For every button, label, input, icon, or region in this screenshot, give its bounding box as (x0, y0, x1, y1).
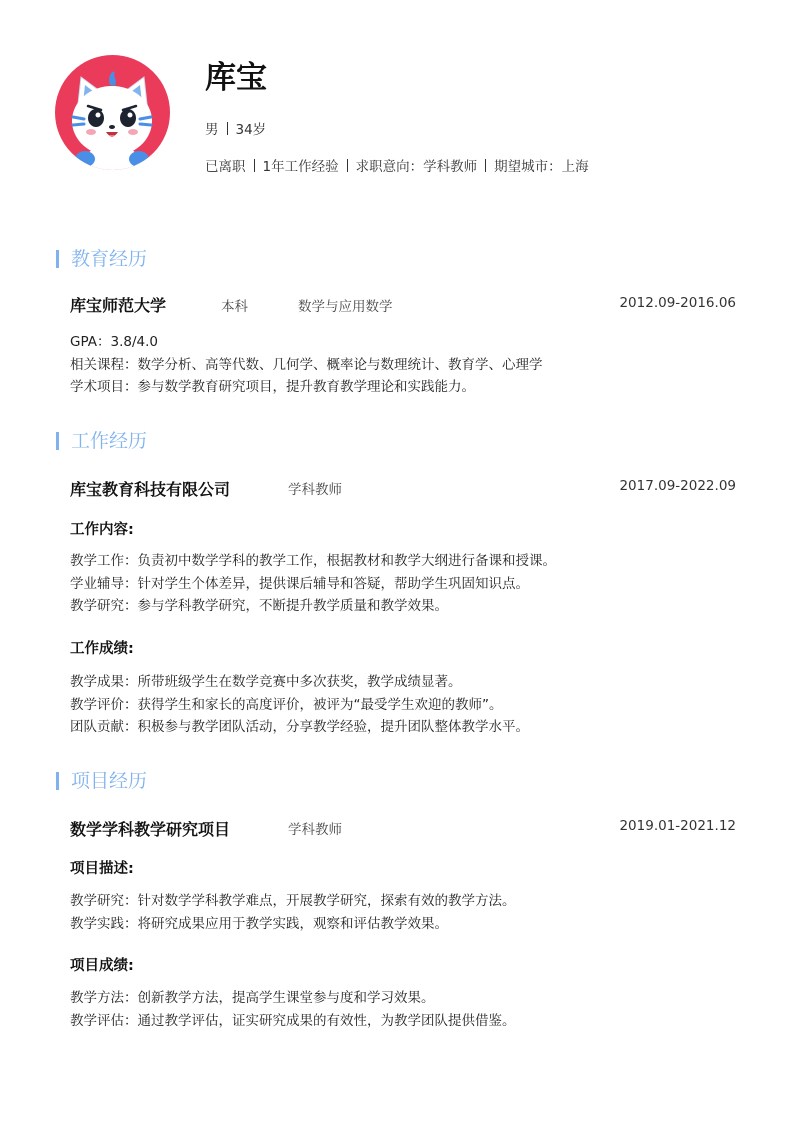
education-details (70, 331, 543, 399)
employment-status: 已离职 (205, 159, 246, 175)
separator (254, 159, 255, 172)
work-achievement-line: 教学评价：获得学生和家长的高度评价，被评为“最受学生欢迎的教师”。 (70, 696, 503, 713)
basic-info-row (205, 118, 266, 138)
work-achievement-line: 团队贡献：积极参与教学团队活动，分享教学经验，提升团队整体教学水平。 (70, 719, 529, 735)
project-description-line: 教学实践：将研究成果应用于教学实践，观察和评估教学效果。 (70, 915, 448, 932)
education-line: 相关课程：数学分析、高等代数、几何学、概率论与数理统计、教育学、心理学 (70, 356, 543, 373)
work-content-line: 学业辅导：针对学生个体差异，提供课后辅导和答疑，帮助学生巩固知识点。 (70, 575, 529, 592)
section-title-work: 工作经历 (56, 432, 147, 450)
work-role: 学科教师 (288, 482, 342, 498)
candidate-name: 库宝 (205, 60, 267, 96)
project-role: 学科教师 (288, 822, 342, 838)
gender: 男 (205, 122, 219, 138)
work-achievement-line: 教学成果：所带班级学生在数学竞赛中多次获奖，教学成绩显著。 (70, 674, 462, 690)
degree: 本科 (221, 299, 248, 315)
project-description-heading: 项目描述: (70, 861, 134, 877)
separator (227, 122, 228, 135)
section-title-education: 教育经历 (56, 250, 147, 268)
project-achievement-heading: 项目成绩: (70, 958, 134, 974)
age: 34岁 (235, 122, 267, 138)
work-content-line: 教学工作：负责初中数学学科的教学工作，根据教材和教学大纲进行备课和授课。 (70, 553, 556, 569)
work-content-list (70, 550, 556, 618)
education-date: 2012.09-2016.06 (619, 295, 736, 311)
project-description-list (70, 890, 516, 935)
cat-mascot-icon (55, 55, 170, 170)
job-info-row (205, 155, 589, 175)
separator (347, 159, 348, 172)
education-line: GPA：3.8/4.0 (70, 334, 158, 350)
major: 数学与应用数学 (298, 299, 393, 315)
work-experience: 1年工作经验 (262, 159, 339, 175)
education-line: 学术项目：参与数学教育研究项目，提升教育教学理论和实践能力。 (70, 379, 475, 395)
work-date: 2017.09-2022.09 (619, 478, 736, 494)
company-name: 库宝教育科技有限公司 (70, 480, 231, 499)
project-date: 2019.01-2021.12 (619, 818, 736, 834)
work-achievement-list (70, 671, 529, 739)
work-achievement-heading: 工作成绩: (70, 641, 134, 657)
project-name: 数学学科教学研究项目 (70, 820, 231, 839)
section-title-project: 项目经历 (56, 772, 147, 790)
project-achievement-line: 教学方法：创新教学方法，提高学生课堂参与度和学习效果。 (70, 990, 435, 1006)
project-achievement-line: 教学评估：通过教学评估，证实研究成果的有效性，为教学团队提供借鉴。 (70, 1012, 516, 1029)
separator (485, 159, 486, 172)
expected-city: 期望城市：上海 (494, 159, 589, 175)
project-description-line: 教学研究：针对数学学科教学难点，开展教学研究，探索有效的教学方法。 (70, 893, 516, 909)
avatar (55, 55, 170, 170)
school-name: 库宝师范大学 (70, 296, 167, 315)
project-achievement-list (70, 987, 516, 1032)
work-content-heading: 工作内容: (70, 522, 134, 538)
job-intention: 求职意向：学科教师 (355, 159, 478, 175)
work-content-line: 教学研究：参与学科教学研究，不断提升教学质量和教学效果。 (70, 598, 448, 614)
